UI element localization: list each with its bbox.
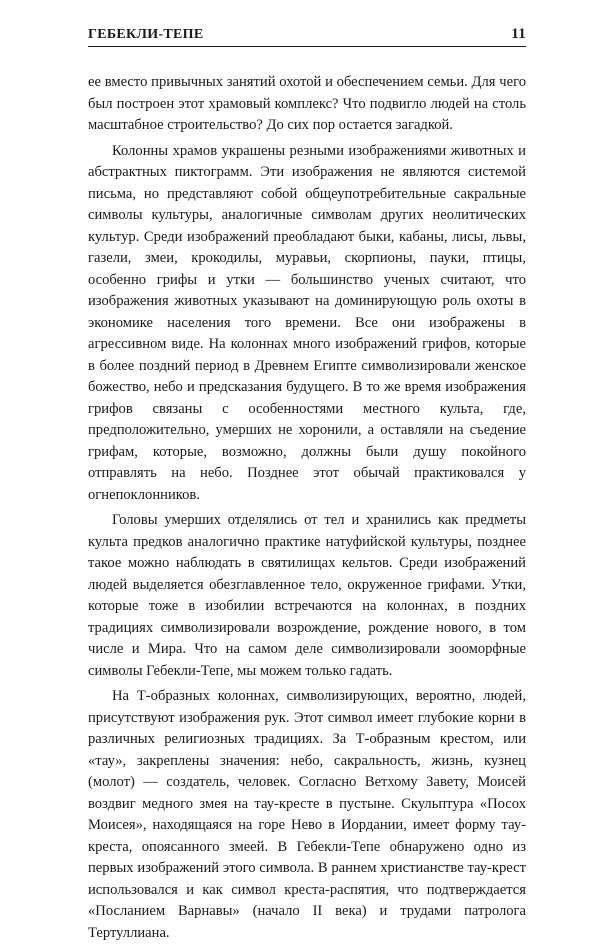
page-body (88, 72, 526, 944)
page-number: 11 (511, 26, 526, 42)
paragraph-continued: ее вместо привычных занятий охотой и обеспечением семьи. Для чего был построен этот храмовый комплекс? Что подвигло людей на столь масштабное строительство? До сих пор остается загадкой. (88, 74, 526, 133)
chapter-title: ГЕБЕКЛИ-ТЕПЕ (88, 27, 204, 42)
paragraph-columns-carvings: Колонны храмов украшены резными изображениями животных и абстрактных пиктограмм. Эти изображения не являются системой письма, но представляют собой общеупотребительные сакральные символы культуры, аналогичные символам других неолитических культур. Среди изображений преобладают быки, кабаны, лисы, львы, газели, змеи, крокодилы, муравьи, скорпионы, пауки, птицы, особенно грифы и утки — большинство ученых считают, что изображения животных указывают на доминирующую роль охоты в экономике населения того времени. Все они изображены в агрессивном виде. На колоннах много изображений грифов, которые в более поздний период в Древнем Египте символизировали женское божество, небо и предсказания будущего. В то же время изображения грифов связаны с особенностями местного культа, где, предположительно, умерших не хоронили, а оставляли на съедение грифам, которые, возможно, должны были душу покойного отправлять на небо. Позднее этот обычай практиковался у огнепоклонников. (88, 142, 526, 503)
paragraph-skull-cult: Головы умерших отделялись от тел и хранились как предметы культа предков аналогично практике натуфийской культуры, позднее такое можно наблюдать в святилищах кельтов. Среди изображений людей выделяется обезглавленное тело, окруженное грифами. Утки, которые тоже в изобилии встречаются на колоннах, в поздних традициях символизировали возрождение, рождение нового, в том числе и Мира. Что на самом деле символизировали зооморфные символы Гебекли-Тепе, мы можем только гадать. (88, 512, 526, 679)
paragraph-tau-cross: На Т-образных колоннах, символизирующих, вероятно, людей, присутствуют изображения рук. Этот символ имеет глубокие корни в различных религиозных традициях. За Т-образным крестом, или «тау», закреплены значения: небо, сакральность, жизнь, кузнец (молот) — создатель, человек. Согласно Ветхому Завету, Моисей воздвиг медного змея на тау-кресте в пустыне. Скульптура «Посох Моисея», находящаяся на горе Нево в Иордании, имеет форму тау-креста, опоясанного змеей. В Гебекли-Тепе обнаружено одно из первых изображений этого символа. В раннем христианстве тау-крест использовался и как символ креста-распятия, что подтверждается «Посланием Варнавы» (начало II века) и трудами патролога Тертуллиана. (88, 688, 526, 941)
running-header (88, 24, 526, 47)
